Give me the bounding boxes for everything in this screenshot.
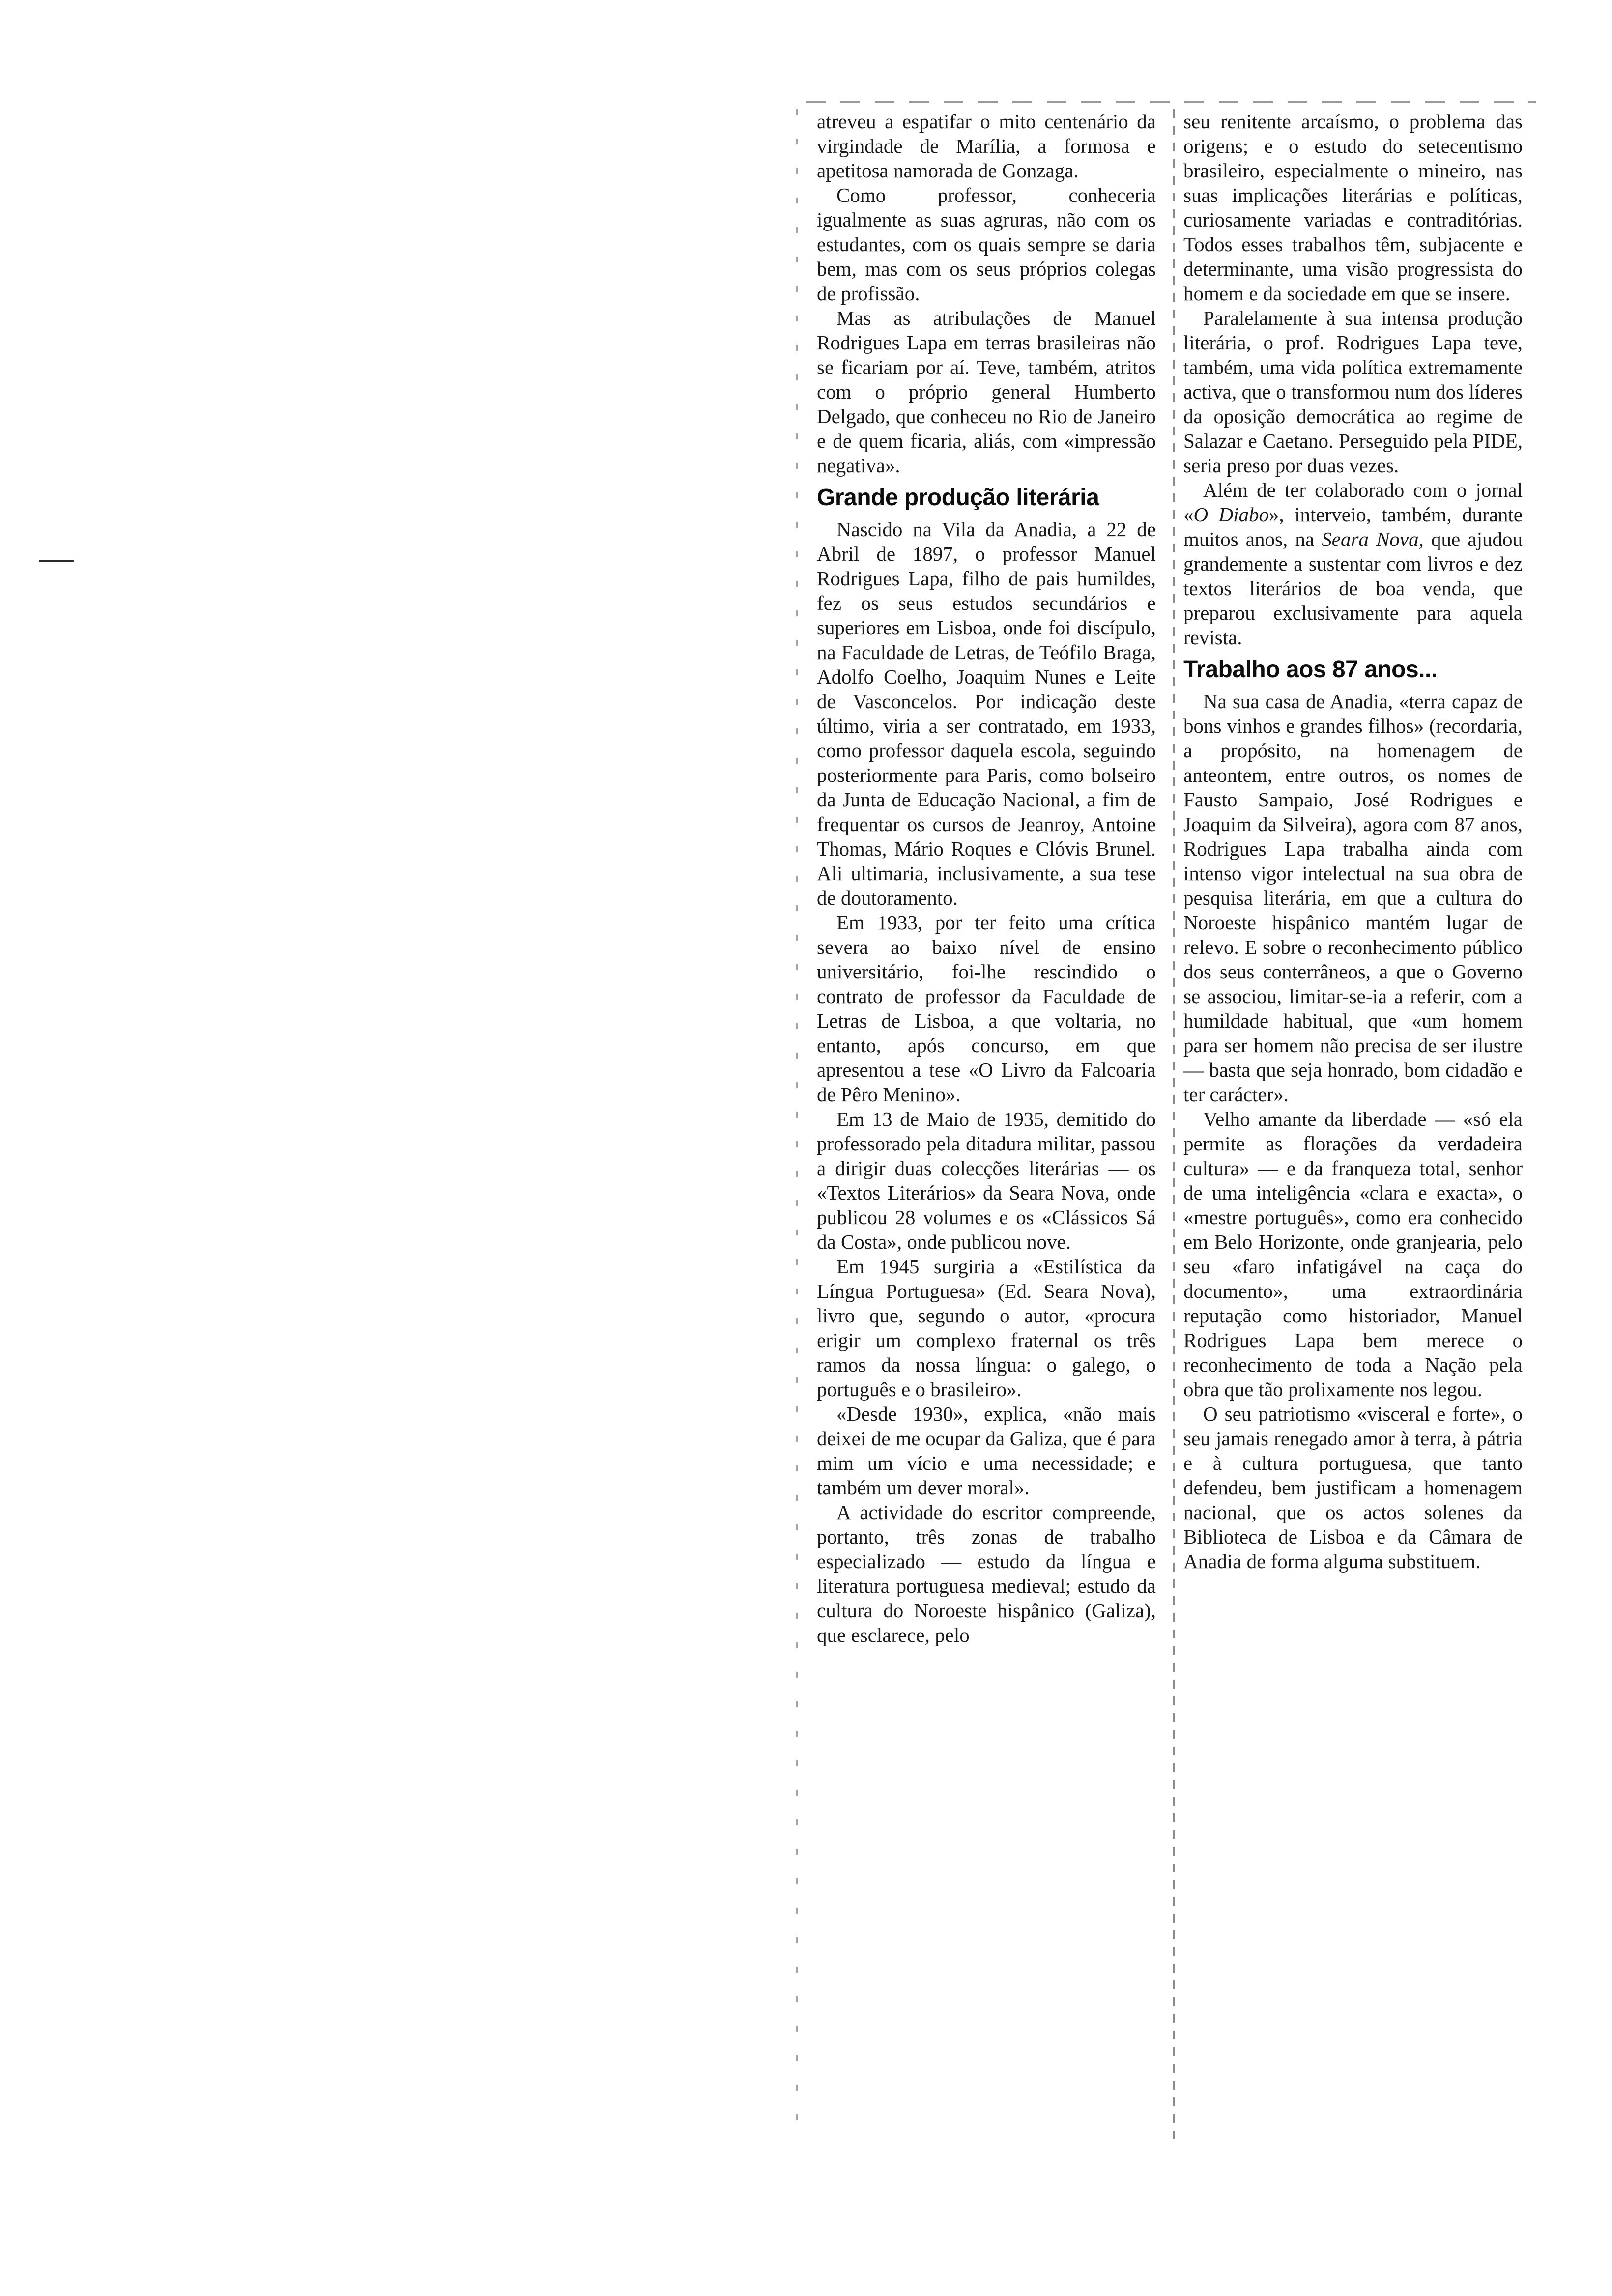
paragraph: atreveu a espatifar o mito centenário da virgindade de Marília, a formosa e apetitosa namorada de Gonzaga. <box>817 110 1156 182</box>
paragraph: seu renitente arcaísmo, o problema das origens; e o estudo do setecentismo brasileiro, especialmente o mineiro, nas suas implicações literárias e políticas, curiosamente variadas e contraditórias. Todos esses trabalhos têm, subjacente e determinante, uma visão progressista do homem e da sociedade em que se insere. <box>1183 110 1523 305</box>
section-heading: Trabalho aos 87 anos... <box>1183 657 1438 683</box>
paragraph: Como professor, conheceria igualmente as suas agruras, não com os estudantes, com os quais sempre se daria bem, mas com os seus próprios colegas de profissão. <box>817 184 1156 305</box>
text-run: Além de ter colaborado com o jornal « <box>1183 479 1523 526</box>
paragraph: Em 13 de Maio de 1935, demitido do professorado pela ditadura militar, passou a dirigir duas colecções literárias — os «Textos Literários» da Seara Nova, onde publicou 28 volumes e os «Clássicos Sá da Costa», onde publicou nove. <box>817 1108 1156 1253</box>
clipping-left-edge <box>796 109 798 2139</box>
publication-title: Seara Nova <box>1322 528 1419 550</box>
paragraph: Paralelamente à sua intensa produção literária, o prof. Rodrigues Lapa teve, também, uma vida política extremamente activa, que o transformou num dos líderes da oposição democrática ao regime de Salazar e Caetano. Perseguido pela PIDE, seria preso por duas vezes. <box>1183 307 1523 477</box>
text-run: », interveio, também, durante muitos anos, na <box>1183 503 1523 550</box>
right-column <box>1183 109 1523 1574</box>
paragraph: «Desde 1930», explica, «não mais deixei de me ocupar da Galiza, que é para mim um vício e uma necessidade; e também um dever moral». <box>817 1403 1156 1499</box>
left-column <box>817 109 1156 1647</box>
margin-mark <box>39 560 74 562</box>
section-heading: Grande produção literária <box>817 485 1099 511</box>
publication-title: O Diabo <box>1193 503 1269 526</box>
clipping-top-edge <box>806 101 1536 103</box>
column-divider <box>1173 109 1175 2139</box>
newspaper-clipping <box>806 109 1536 2144</box>
paragraph: O seu patriotismo «visceral e forte», o seu jamais renegado amor à terra, à pátria e à cultura portuguesa, que tanto defendeu, bem justificam a homenagem nacional, que os actos solenes da Biblioteca de Lisboa e da Câmara de Anadia de forma alguma substituem. <box>1183 1403 1523 1573</box>
text-run: , que ajudou grandemente a sustentar com livros e dez textos literários de boa venda, que preparou exclusivamente para aquela revista. <box>1183 528 1523 649</box>
paragraph: Nascido na Vila da Anadia, a 22 de Abril de 1897, o professor Manuel Rodrigues Lapa, filho de pais humildes, fez os seus estudos secundários e superiores em Lisboa, onde foi discípulo, na Faculdade de Letras, de Teófilo Braga, Adolfo Coelho, Joaquim Nunes e Leite de Vasconcelos. Por indicação deste último, viria a ser contratado, em 1933, como professor daquela escola, seguindo posteriormente para Paris, como bolseiro da Junta de Educação Nacional, a fim de frequentar os cursos de Jeanroy, Antoine Thomas, Mário Roques e Clóvis Brunel. Ali ultimaria, inclusivamente, a sua tese de doutoramento. <box>817 518 1156 909</box>
paragraph: Mas as atribulações de Manuel Rodrigues Lapa em terras brasileiras não se ficariam por aí. Teve, também, atritos com o próprio general Humberto Delgado, que conheceu no Rio de Janeiro e de quem ficaria, aliás, com «impressão negativa». <box>817 307 1156 477</box>
paragraph: Em 1945 surgiria a «Estilística da Língua Portuguesa» (Ed. Seara Nova), livro que, segundo o autor, «procura erigir um complexo fraternal os três ramos da nossa língua: o galego, o português e o brasileiro». <box>817 1255 1156 1401</box>
paragraph <box>1183 478 1523 650</box>
paragraph: Na sua casa de Anadia, «terra capaz de bons vinhos e grandes filhos» (recordaria, a propósito, na homenagem de anteontem, entre outros, os nomes de Fausto Sampaio, José Rodrigues e Joaquim da Silveira), agora com 87 anos, Rodrigues Lapa trabalha ainda com intenso vigor intelectual na sua obra de pesquisa literária, em que a cultura do Noroeste hispânico mantém lugar de relevo. E sobre o reconhecimento público dos seus conterrâneos, a que o Governo se associou, limitar-se-ia a referir, com a humildade habitual, que «um homem para ser homem não precisa de ser ilustre — basta que seja honrado, bom cidadão e ter carácter». <box>1183 690 1523 1106</box>
paragraph: Em 1933, por ter feito uma crítica severa ao baixo nível de ensino universitário, foi-lhe rescindido o contrato de professor da Faculdade de Letras de Lisboa, a que voltaria, no entanto, após concurso, em que apresentou a tese «O Livro da Falcoaria de Pêro Menino». <box>817 911 1156 1106</box>
paragraph: A actividade do escritor compreende, portanto, três zonas de trabalho especializado — estudo da língua e literatura portuguesa medieval; estudo da cultura do Noroeste hispânico (Galiza), que esclarece, pelo <box>817 1501 1156 1646</box>
paragraph: Velho amante da liberdade — «só ela permite as florações da verdadeira cultura» — e da franqueza total, senhor de uma inteligência «clara e exacta», o «mestre português», como era conhecido em Belo Horizonte, onde granjearia, pelo seu «faro infatigável na caça do documento», uma extraordinária reputação como historiador, Manuel Rodrigues Lapa bem merece o reconhecimento de toda a Nação pela obra que tão prolixamente nos legou. <box>1183 1108 1523 1401</box>
